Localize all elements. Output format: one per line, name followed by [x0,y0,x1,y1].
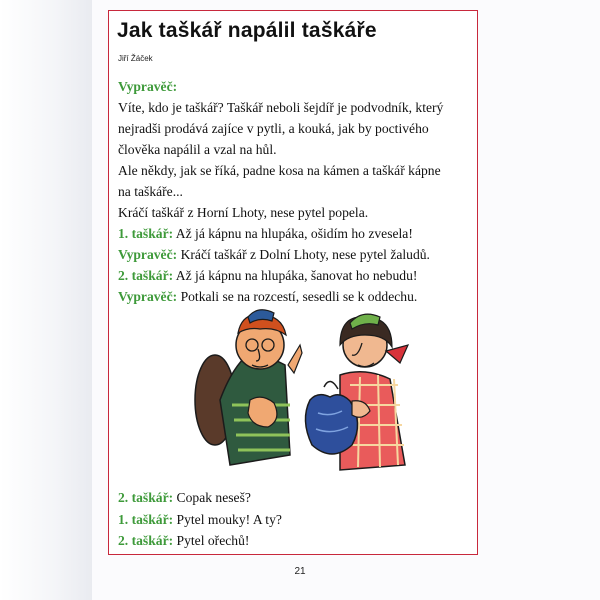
speaker-label: 2. taškář: [118,268,174,283]
intro-line: na taškáře... [118,184,183,199]
dialogue-line [118,487,474,509]
dialogue-line [118,530,474,552]
speaker-label: 2. taškář: [118,490,174,505]
dialogue-line [118,223,474,244]
page-margin [0,0,92,600]
intro-line: člověka napálil a vzal na hůl. [118,142,277,157]
dialogue-text: Pytel mouky! A ty? [176,511,282,527]
speaker-label: Vypravěč: [118,79,178,94]
speaker-label: 1. taškář: [118,226,174,241]
dialogue-line [118,244,474,265]
dialogue-text: Až já kápnu na hlupáka, šanovat ho nebudu! [175,268,418,283]
dialogue-section [118,487,474,552]
second-trickster-figure [305,314,408,470]
page-title: Jak taškář napálil taškáře [117,19,377,42]
dialogue-text: Potkali se na rozcestí, sesedli se k oddechu. [180,289,418,304]
intro-line: Víte, kdo je taškář? Taškář neboli šejdíř je podvodník, který [118,100,444,115]
intro-line: nejradši prodává zajíce v pytli, a kouká, jak by poctivého [118,121,429,136]
speaker-label: Vypravěč: [118,289,178,304]
dialogue-line [118,265,474,286]
first-trickster-figure [195,310,302,465]
intro-speaker-line [118,76,474,97]
tricksters-illustration [190,305,420,485]
page-number: 21 [294,566,306,577]
intro-line: Ale někdy, jak se říká, padne kosa na kámen a taškář kápne [118,163,441,178]
intro-section [118,76,474,307]
dialogue-text: Copak neseš? [176,490,251,505]
speaker-label: 2. taškář: [118,533,174,548]
dialogue-line [118,286,474,307]
dialogue-text: Až já kápnu na hlupáka, ošidím ho zvesela! [175,226,413,241]
speaker-label: 1. taškář: [118,511,174,527]
intro-line: Kráčí taškář z Horní Lhoty, nese pytel popela. [118,205,369,220]
dialogue-text: Kráčí taškář z Dolní Lhoty, nese pytel žaludů. [180,247,430,262]
speaker-label: Vypravěč: [118,247,178,262]
dialogue-text: Pytel ořechů! [176,533,250,548]
dialogue-line [118,509,474,531]
author-name: Jiří Žáček [118,54,153,63]
